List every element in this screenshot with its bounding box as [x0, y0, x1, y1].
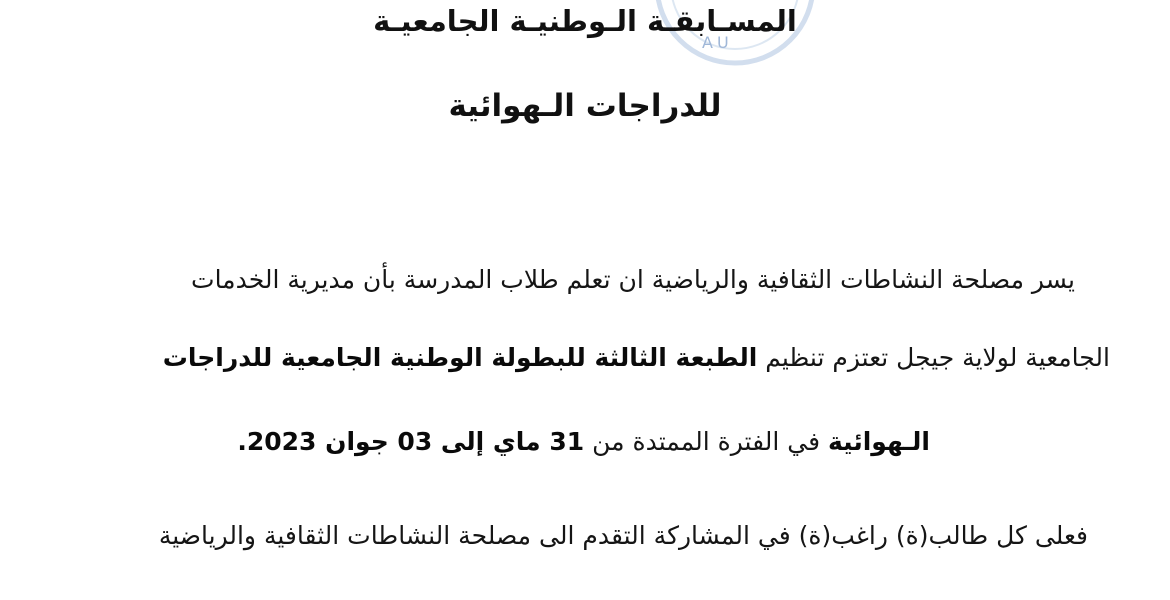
line3-regular-text: في الفترة الممتدة من [584, 427, 828, 456]
stamp-text: AU [702, 33, 733, 52]
line3-bold-date: 31 ماي إلى 03 جوان 2023. [237, 427, 585, 456]
paragraph-line-1: يسر مصلحة النشاطات الثقافية والرياضية ان تعلم طلاب المدرسة بأن مديرية الخدمات [191, 265, 1075, 294]
paragraph-line-3 [237, 424, 930, 460]
document-title-line-2: للدراجات الـهوائية [448, 88, 722, 124]
document-title-line-1: المسـابقـة الـوطنيـة الجامعيـة [373, 4, 797, 38]
paragraph-2-line-1: فعلى كل طالب(ة) راغب(ة) في المشاركة التقدم الى مصلحة النشاطات الثقافية والرياضية [158, 521, 1088, 550]
line3-bold-start: الـهوائية [827, 427, 930, 456]
paragraph-line-2 [163, 340, 1110, 376]
line2-bold-text: الطبعة الثالثة للبطولة الوطنية الجامعية للدراجات [162, 343, 758, 372]
line2-regular-text: الجامعية لولاية جيجل تعتزم تنظيم [757, 343, 1110, 372]
